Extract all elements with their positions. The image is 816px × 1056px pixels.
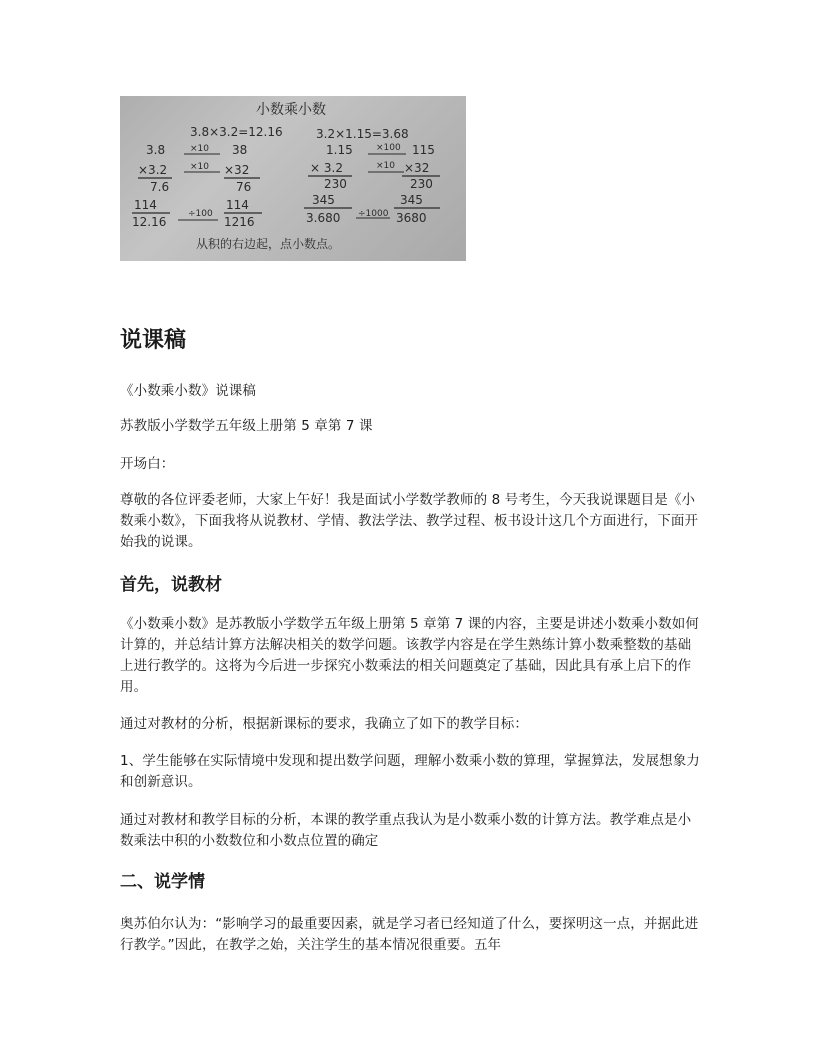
photo-right-s2: 345	[400, 193, 423, 207]
photo-left-s2: 114	[226, 198, 249, 212]
photo-right-a2: 115	[412, 143, 435, 157]
lesson-title-paragraph: 《小数乘小数》说课稿	[120, 383, 256, 399]
photo-left-p1: 7.6	[150, 180, 170, 194]
photo-left-arrow2-label: ×10	[190, 162, 209, 172]
photo-right-arrow3-label: ÷1000	[358, 209, 389, 219]
photo-right-arrow1-label: ×100	[376, 143, 401, 153]
photo-left-arrow1-label: ×10	[190, 144, 209, 154]
photo-left-arrow3-label: ÷100	[188, 209, 213, 219]
photo-note: 从积的右边起，点小数点。	[196, 237, 341, 251]
photo-left-equation: 3.8×3.2=12.16	[190, 125, 283, 139]
photo-right-s1: 345	[312, 193, 335, 207]
photo-right-a1: 1.15	[326, 143, 353, 157]
handwritten-notes-drawing	[120, 96, 466, 261]
photo-left-a1: 3.8	[146, 143, 166, 157]
photo-right-b1: × 3.2	[310, 161, 343, 175]
photo-left-r2: 1216	[224, 215, 255, 229]
key-points-paragraph: 通过对教材和教学目标的分析，本课的教学重点我认为是小数乘小数的计算方法。教学难点是小数乘法中积的小数数位和小数点位置的确定	[120, 812, 692, 849]
photo-right-p2: 230	[410, 177, 433, 191]
page-title: 说课稿	[120, 328, 187, 353]
photo-title: 小数乘小数	[256, 102, 326, 118]
photo-left-a2: 38	[232, 143, 248, 157]
photo-left-r1: 12.16	[132, 215, 167, 229]
photo-left-b2: ×32	[224, 163, 250, 177]
students-paragraph: 奥苏伯尔认为：“影响学习的最重要因素，就是学习者已经知道了什么，要探明这一点，并据此进行教学。”因此，在教学之始，关注学生的基本情况很重要。五年	[120, 916, 699, 953]
photo-left-s1: 114	[134, 198, 157, 212]
goals-intro-paragraph: 通过对教材的分析，根据新课标的要求，我确立了如下的教学目标：	[120, 716, 528, 732]
goal-1-paragraph: 1、学生能够在实际情境中发现和提出数学问题，理解小数乘小数的算理，掌握算法，发展想象力和创新意识。	[120, 753, 700, 790]
photo-left-p2: 76	[236, 180, 252, 194]
section-heading-students: 二、说学情	[120, 872, 205, 892]
photo-right-arrow2-label: ×10	[376, 161, 395, 171]
photo-right-equation: 3.2×1.15=3.68	[316, 127, 409, 141]
opening-paragraph: 尊敬的各位评委老师，大家上午好！我是面试小学数学教师的 8 号考生，今天我说课题目是《小数乘小数》，下面我将从说教材、学情、教法学法、教学过程、板书设计这几个方面进行，下面开始我的说课。	[120, 492, 699, 550]
section-heading-textbook: 首先，说教材	[120, 575, 222, 595]
textbook-analysis-paragraph: 《小数乘小数》是苏教版小学数学五年级上册第 5 章第 7 课的内容，主要是讲述小数乘小数如何计算的，并总结计算方法解决相关的数学问题。该教学内容是在学生熟练计算小数乘整数的基础上进行教学的。这将为今后进一步探究小数乘法的相关问题奠定了基础，因此具有承上启下的作用。	[120, 616, 699, 695]
photo-right-r1: 3.680	[306, 211, 341, 225]
photo-right-r2: 3680	[396, 211, 427, 225]
photo-right-b2: ×32	[404, 161, 430, 175]
textbook-info-paragraph: 苏教版小学数学五年级上册第 5 章第 7 课	[120, 418, 373, 434]
photo-left-b1: ×3.2	[138, 163, 168, 177]
opening-label: 开场白：	[120, 456, 175, 472]
photo-right-p1: 230	[324, 177, 347, 191]
handwritten-notes-photo	[120, 96, 466, 261]
